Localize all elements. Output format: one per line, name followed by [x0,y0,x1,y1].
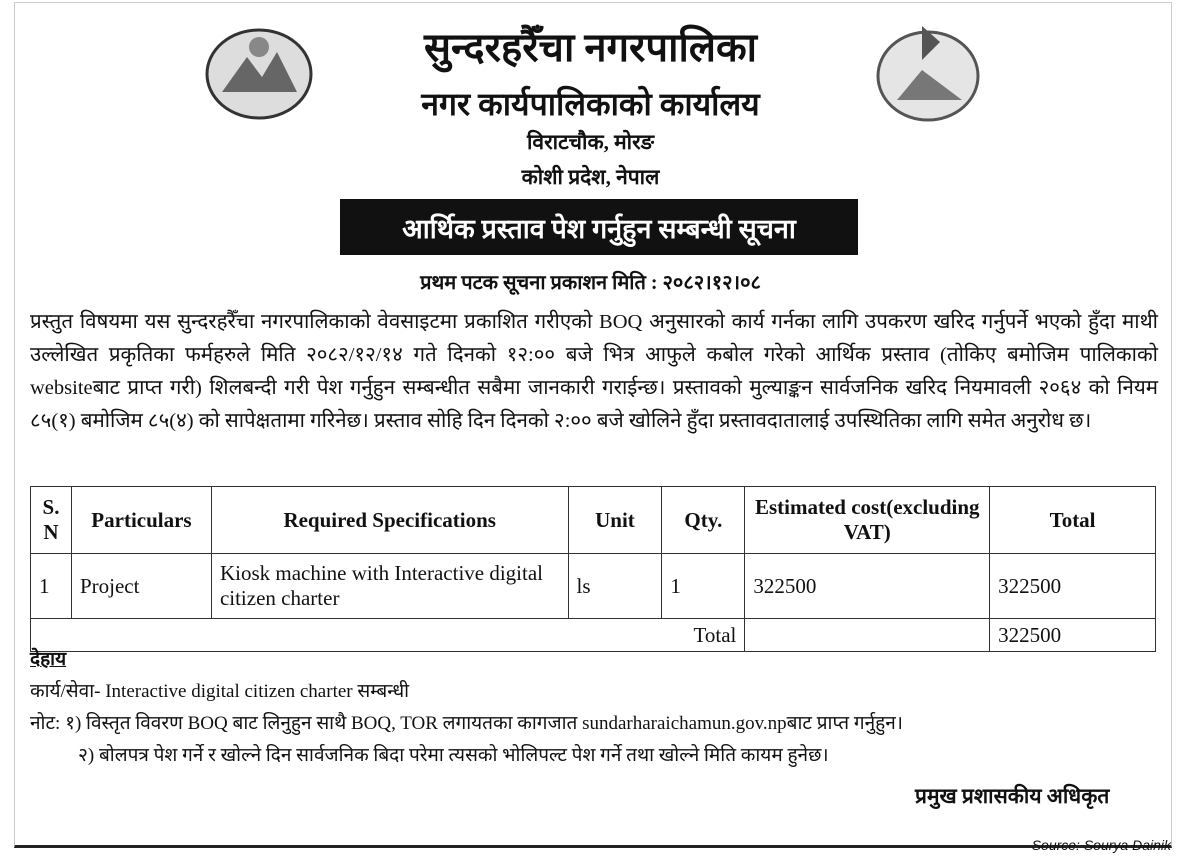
cell-unit: ls [568,554,662,619]
cell-total: 322500 [990,554,1156,619]
col-unit: Unit [568,487,662,554]
col-qty: Qty. [662,487,745,554]
col-sn: S. N [31,487,72,554]
col-total: Total [990,487,1156,554]
table-row [31,554,1156,619]
table-header [31,487,1156,554]
notice-body: प्रस्तुत विषयमा यस सुन्दरहरैँचा नगरपालिकाको वेवसाइटमा प्रकाशित गरीएको BOQ अनुसारको कार्य गर्नका लागि उपकरण खरिद गर्नुपर्ने भएको हुँदा माथी उल्लेखित प्रकृतिका फर्महरुले मिति २०८२/१२/१४ गते दिनको १२:०० बजे भित्र आफुले कबोल गरेको आर्थिक प्रस्ताव (तोकिए बमोजिम पालिकाको websiteबाट प्राप्त गरी) शिलबन्दी गरी पेश गर्नुहुन सम्बन्धीत सबैमा जानकारी गराईन्छ। प्रस्तावको मुल्याङ्कन सार्वजनिक खरिद नियमावली २०६४ को नियम ८५(१) बमोजिम ८५(४) को सापेक्षतामा गरिनेछ। प्रस्ताव सोहि दिन दिनको २:०० बजे खोलिने हुँदा प्रस्तावदातालाई उपस्थितिका लागि समेत अनुरोध छ। [30,311,1158,432]
source-credit: Source: Sourya Dainik [1031,837,1171,853]
cell-estimated-cost: 322500 [745,554,990,619]
service-line: कार्य/सेवा- Interactive digital citizen charter सम्बन्धी [30,681,410,702]
note-2: २) बोलपत्र पेश गर्ने र खोल्ने दिन सार्वजनिक बिदा परेमा त्यसको भोलिपल्ट पेश गर्ने तथा खोल्ने मिति कायम हुनेछ। [78,745,829,766]
boq-table [30,486,1156,652]
signature: प्रमुख प्रशासकीय अधिकृत [915,784,1110,808]
total-value: 322500 [990,619,1156,652]
col-particulars: Particulars [71,487,211,554]
notes-section [30,644,903,772]
col-estimated-cost: Estimated cost(excluding VAT) [745,487,990,554]
cell-particulars: Project [71,554,211,619]
cell-qty: 1 [662,554,745,619]
municipality-name: सुन्दरहरैँचा नगरपालिका [423,25,758,70]
total-label: Total [31,619,745,652]
col-specifications: Required Specifications [211,487,568,554]
note-1: नोट: १) विस्तृत विवरण BOQ बाट लिनुहुन साथै BOQ, TOR लगायतका कागजात sundarharaichamun.gov.npबाट प्राप्त गर्नुहुन। [30,713,903,734]
notes-heading: देहाय [30,649,67,670]
publish-date: प्रथम पटक सूचना प्रकाशन मिति : २०८२।१२।०८ [420,272,761,294]
address-line-1: विराटचौक, मोरङ [526,130,655,154]
cell-specifications: Kiosk machine with Interactive digital citizen charter [211,554,568,619]
notice-title: आर्थिक प्रस्ताव पेश गर्नुहुन सम्बन्धी सूचना [340,199,858,255]
address-line-2: कोशी प्रदेश, नेपाल [521,165,660,189]
cell-sn: 1 [31,554,72,619]
office-name: नगर कार्यपालिकाको कार्यालय [421,86,760,122]
